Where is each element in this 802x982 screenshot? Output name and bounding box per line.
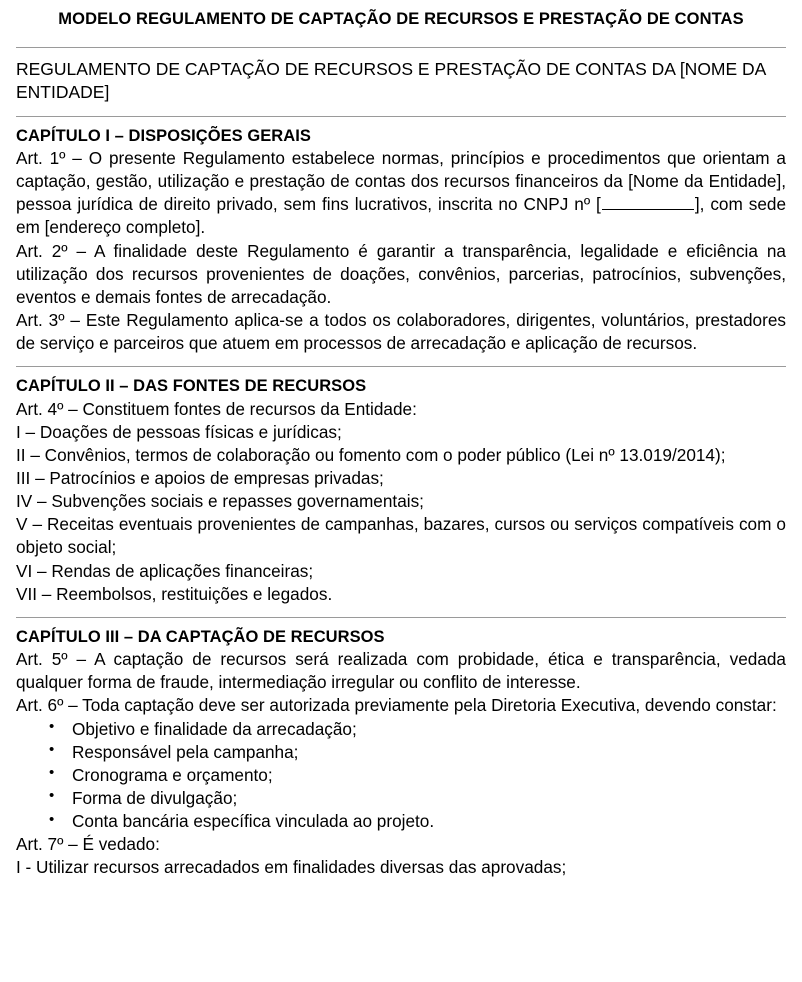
chapter-heading-2: CAPÍTULO II – DAS FONTES DE RECURSOS: [16, 377, 367, 396]
chapter-section-2: [16, 376, 786, 606]
chapter-heading-3: CAPÍTULO III – DA CAPTAÇÃO DE RECURSOS: [16, 627, 385, 646]
list-item: I - Utilizar recursos arrecadados em finalidades diversas das aprovadas;: [16, 857, 567, 878]
divider-above-chapter-3: [16, 617, 786, 618]
list-item: II – Convênios, termos de colaboração ou fomento com o poder público (Lei nº 13.019/2014);: [16, 444, 726, 465]
list-item: • Objetivo e finalidade da arrecadação;: [16, 718, 786, 741]
document-subtitle: REGULAMENTO DE CAPTAÇÃO DE RECURSOS E PRESTAÇÃO DE CONTAS DA [NOME DA ENTIDADE]: [16, 58, 766, 103]
article-7-paragraph: Art. 7º – É vedado:: [16, 834, 160, 855]
cnpj-blank-field[interactable]: [602, 195, 694, 210]
divider-above-subtitle: [16, 47, 786, 48]
list-item: • Forma de divulgação;: [16, 787, 786, 810]
divider-above-chapter-2: [16, 366, 786, 367]
list-item: • Conta bancária específica vinculada ao projeto.: [16, 810, 786, 833]
list-item: VII – Reembolsos, restituições e legados.: [16, 583, 333, 604]
page-title: MODELO REGULAMENTO DE CAPTAÇÃO DE RECURSOS E PRESTAÇÃO DE CONTAS: [58, 10, 744, 28]
list-item: • Responsável pela campanha;: [16, 741, 786, 764]
article-4-paragraph: Art. 4º – Constituem fontes de recursos da Entidade:: [16, 398, 417, 419]
article-1-text-before: Art. 1º – O presente Regulamento estabelece normas, princípios e procedimentos que orientam a captação, gestão, utilização e prestação de contas dos recursos financeiros da [Nome da Entidade], pessoa jurídica de direito privado, sem fins lucrativos, inscrita no CNPJ nº [: [16, 148, 786, 215]
article-2-paragraph: Art. 2º – A finalidade deste Regulamento é garantir a transparência, legalidade e eficiência na utilização dos recursos provenientes de doações, convênios, parcerias, patrocínios, subvenções, eventos e demais fontes de arrecadação.: [16, 240, 786, 307]
document-page: [0, 9, 802, 982]
list-item: III – Patrocínios e apoios de empresas privadas;: [16, 468, 384, 489]
list-item: I – Doações de pessoas físicas e jurídicas;: [16, 421, 342, 442]
divider-above-chapter-1: [16, 116, 786, 117]
list-item: IV – Subvenções sociais e repasses governamentais;: [16, 491, 424, 512]
article-1-paragraph: [16, 147, 786, 240]
list-item: V – Receitas eventuais provenientes de campanhas, bazares, cursos ou serviços compatíveis com o objeto social;: [16, 514, 786, 558]
article-1-text-after: ], com sede em [endereço completo].: [16, 194, 786, 238]
list-item: • Cronograma e orçamento;: [16, 764, 786, 787]
article-6-paragraph: Art. 6º – Toda captação deve ser autorizada previamente pela Diretoria Executiva, devendo constar:: [16, 695, 777, 716]
chapter-section-3: [16, 627, 786, 880]
article-3-paragraph: Art. 3º – Este Regulamento aplica-se a todos os colaboradores, dirigentes, voluntários, prestadores de serviço e parceiros que atuem em processos de arrecadação e aplicação de recursos.: [16, 309, 786, 354]
list-item: VI – Rendas de aplicações financeiras;: [16, 560, 314, 581]
article-6-bullet-list: [16, 718, 786, 834]
chapter-section-1: [16, 126, 786, 356]
article-5-paragraph: Art. 5º – A captação de recursos será realizada com probidade, ética e transparência, vedada qualquer forma de fraude, intermediação irregular ou conflito de interesse.: [16, 649, 786, 693]
chapter-heading-1: CAPÍTULO I – DISPOSIÇÕES GERAIS: [16, 126, 311, 145]
